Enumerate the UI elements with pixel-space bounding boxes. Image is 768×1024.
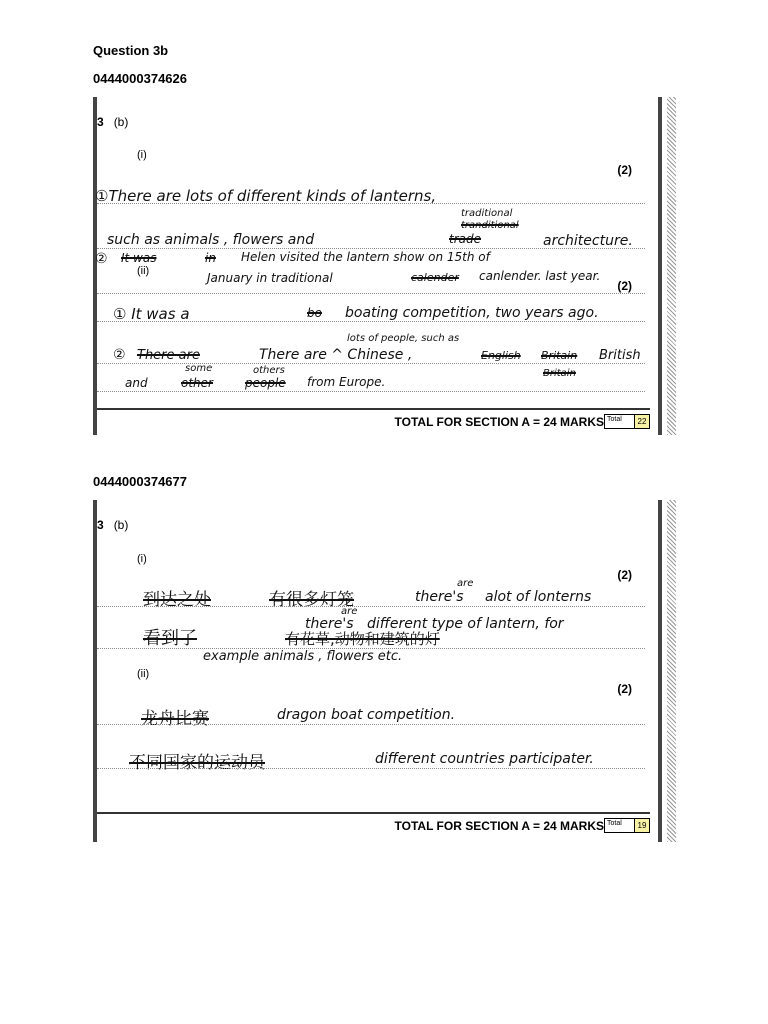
total-score: 22 bbox=[634, 415, 649, 428]
crossed-out-text: in bbox=[205, 251, 216, 265]
crossed-out-text: There are bbox=[137, 348, 200, 363]
handwritten-line: some bbox=[185, 363, 213, 374]
handwritten-line: alot of lonterns bbox=[485, 589, 592, 605]
total-score: 19 bbox=[634, 819, 649, 832]
marks-label: (2) bbox=[617, 568, 632, 582]
handwritten-line: and bbox=[125, 376, 148, 390]
question-number: 3 (b) bbox=[97, 115, 129, 129]
marks-label: (2) bbox=[617, 163, 632, 177]
answer-line bbox=[97, 203, 645, 204]
handwritten-line: canlender. last year. bbox=[479, 269, 601, 283]
handwritten-line: lots of people, such as bbox=[347, 333, 460, 344]
crossed-out-text: 有很多灯笼 bbox=[269, 590, 354, 610]
crossed-out-text: trade bbox=[449, 232, 481, 246]
subpart-label: (i) bbox=[137, 149, 147, 161]
candidate-id: 0444000374626 bbox=[93, 71, 187, 86]
section-total-label: TOTAL FOR SECTION A = 24 MARKS bbox=[394, 819, 604, 833]
handwritten-line: there's bbox=[415, 589, 464, 605]
answer-line bbox=[97, 391, 645, 392]
doc-heading: Question 3b bbox=[93, 43, 169, 58]
answer-line bbox=[97, 321, 645, 322]
handwritten-line: British bbox=[599, 348, 641, 363]
crossed-out-text: bo bbox=[307, 306, 322, 320]
candidate-id: 0444000374677 bbox=[93, 474, 187, 489]
handwritten-line: example animals , flowers etc. bbox=[203, 649, 403, 664]
crossed-out-text: other bbox=[181, 376, 213, 390]
crossed-out-text: tranditional bbox=[461, 220, 519, 231]
handwritten-line: traditional bbox=[461, 208, 513, 219]
handwritten-line: Helen visited the lantern show on 15th of bbox=[241, 250, 490, 264]
marks-label: (2) bbox=[617, 682, 632, 696]
crossed-out-text: 到达之处 bbox=[143, 590, 211, 610]
script-right-edge bbox=[658, 97, 662, 435]
handwritten-line: different countries participater. bbox=[375, 751, 594, 767]
margin-hatch bbox=[667, 500, 676, 842]
crossed-out-text: calender bbox=[411, 271, 459, 284]
crossed-out-text: 龙舟比赛 bbox=[141, 709, 209, 729]
handwritten-line: ① It was a bbox=[113, 305, 190, 323]
question-number: 3 (b) bbox=[97, 518, 129, 532]
answer-line bbox=[97, 606, 645, 607]
handwritten-line: There are ^ Chinese , bbox=[259, 347, 413, 363]
crossed-out-text: 看到了 bbox=[143, 628, 197, 649]
handwritten-line: there's bbox=[305, 616, 354, 632]
handwritten-line: such as animals , flowers and bbox=[107, 232, 315, 248]
answer-line bbox=[97, 363, 645, 364]
subpart-label: (ii) bbox=[137, 265, 150, 277]
handwritten-line: ② bbox=[95, 251, 108, 267]
handwritten-line: ①There are lots of different kinds of lanterns, bbox=[95, 187, 437, 205]
script-left-edge bbox=[93, 500, 97, 842]
crossed-out-text: Britain bbox=[543, 368, 576, 379]
script-right-edge bbox=[658, 500, 662, 842]
answer-script bbox=[93, 500, 676, 842]
handwritten-line: boating competition, two years ago. bbox=[345, 305, 599, 321]
total-box bbox=[604, 818, 650, 833]
total-caption: Total bbox=[607, 416, 622, 423]
answer-script bbox=[93, 97, 676, 435]
handwritten-line: January in traditional bbox=[207, 271, 333, 285]
handwritten-line: architecture. bbox=[543, 233, 633, 249]
handwritten-line: are bbox=[457, 578, 474, 589]
crossed-out-text: 有花草,动物和建筑的灯 bbox=[285, 630, 440, 648]
margin-hatch bbox=[667, 97, 676, 435]
answer-line bbox=[97, 293, 645, 294]
total-caption: Total bbox=[607, 820, 622, 827]
section-base-line bbox=[97, 408, 650, 410]
handwritten-line: from Europe. bbox=[307, 375, 386, 389]
crossed-out-text: English bbox=[481, 349, 521, 362]
crossed-out-text: 不同国家的运动员 bbox=[129, 753, 265, 773]
handwritten-line: ② bbox=[113, 347, 126, 363]
crossed-out-text: Britain bbox=[541, 349, 578, 362]
total-box bbox=[604, 414, 650, 429]
answer-line bbox=[97, 768, 645, 769]
answer-line bbox=[97, 724, 645, 725]
crossed-out-text: people bbox=[245, 376, 286, 390]
crossed-out-text: It was bbox=[121, 251, 157, 265]
subpart-label: (i) bbox=[137, 553, 147, 565]
handwritten-line: different type of lantern, for bbox=[367, 616, 564, 632]
marks-label: (2) bbox=[617, 279, 632, 293]
handwritten-line: dragon boat competition. bbox=[277, 707, 456, 723]
section-total-label: TOTAL FOR SECTION A = 24 MARKS bbox=[394, 415, 604, 429]
section-base-line bbox=[97, 812, 650, 814]
handwritten-line: are bbox=[341, 606, 358, 617]
handwritten-line: others bbox=[253, 365, 285, 376]
subpart-label: (ii) bbox=[137, 668, 150, 680]
answer-line bbox=[97, 248, 645, 249]
